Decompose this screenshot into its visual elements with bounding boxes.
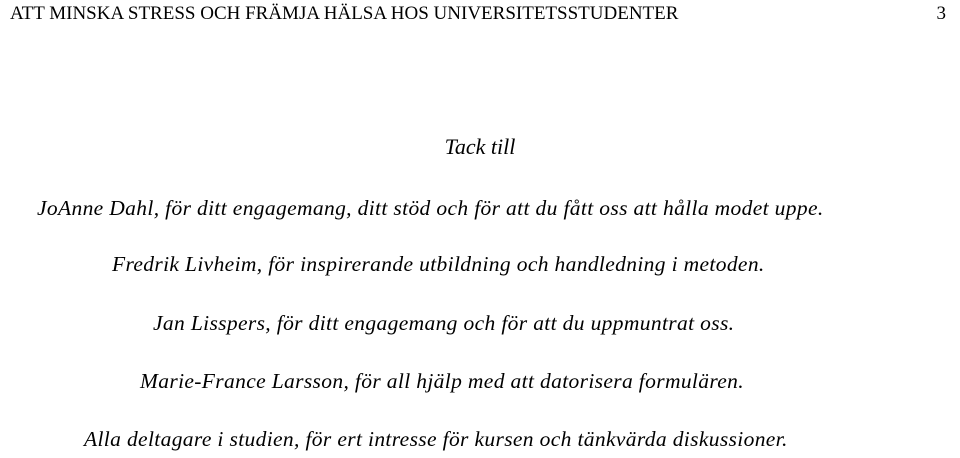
- acknowledgement-line: Fredrik Livheim, för inspirerande utbildning och handledning i metoden.: [112, 252, 765, 276]
- acknowledgement-line: Marie-France Larsson, för all hjälp med att datorisera formulären.: [140, 369, 744, 393]
- acknowledgements-heading: Tack till: [444, 134, 516, 159]
- acknowledgement-line: Alla deltagare i studien, för ert intresse för kursen och tänkvärda diskussioner.: [84, 427, 788, 451]
- acknowledgement-line: Jan Lisspers, för ditt engagemang och för att du uppmuntrat oss.: [153, 311, 735, 335]
- page-number: 3: [936, 3, 946, 24]
- acknowledgement-line: JoAnne Dahl, för ditt engagemang, ditt stöd och för att du fått oss att hålla modet uppe.: [37, 196, 824, 220]
- running-head: ATT MINSKA STRESS OCH FRÄMJA HÄLSA HOS UNIVERSITETSSTUDENTER: [10, 3, 679, 24]
